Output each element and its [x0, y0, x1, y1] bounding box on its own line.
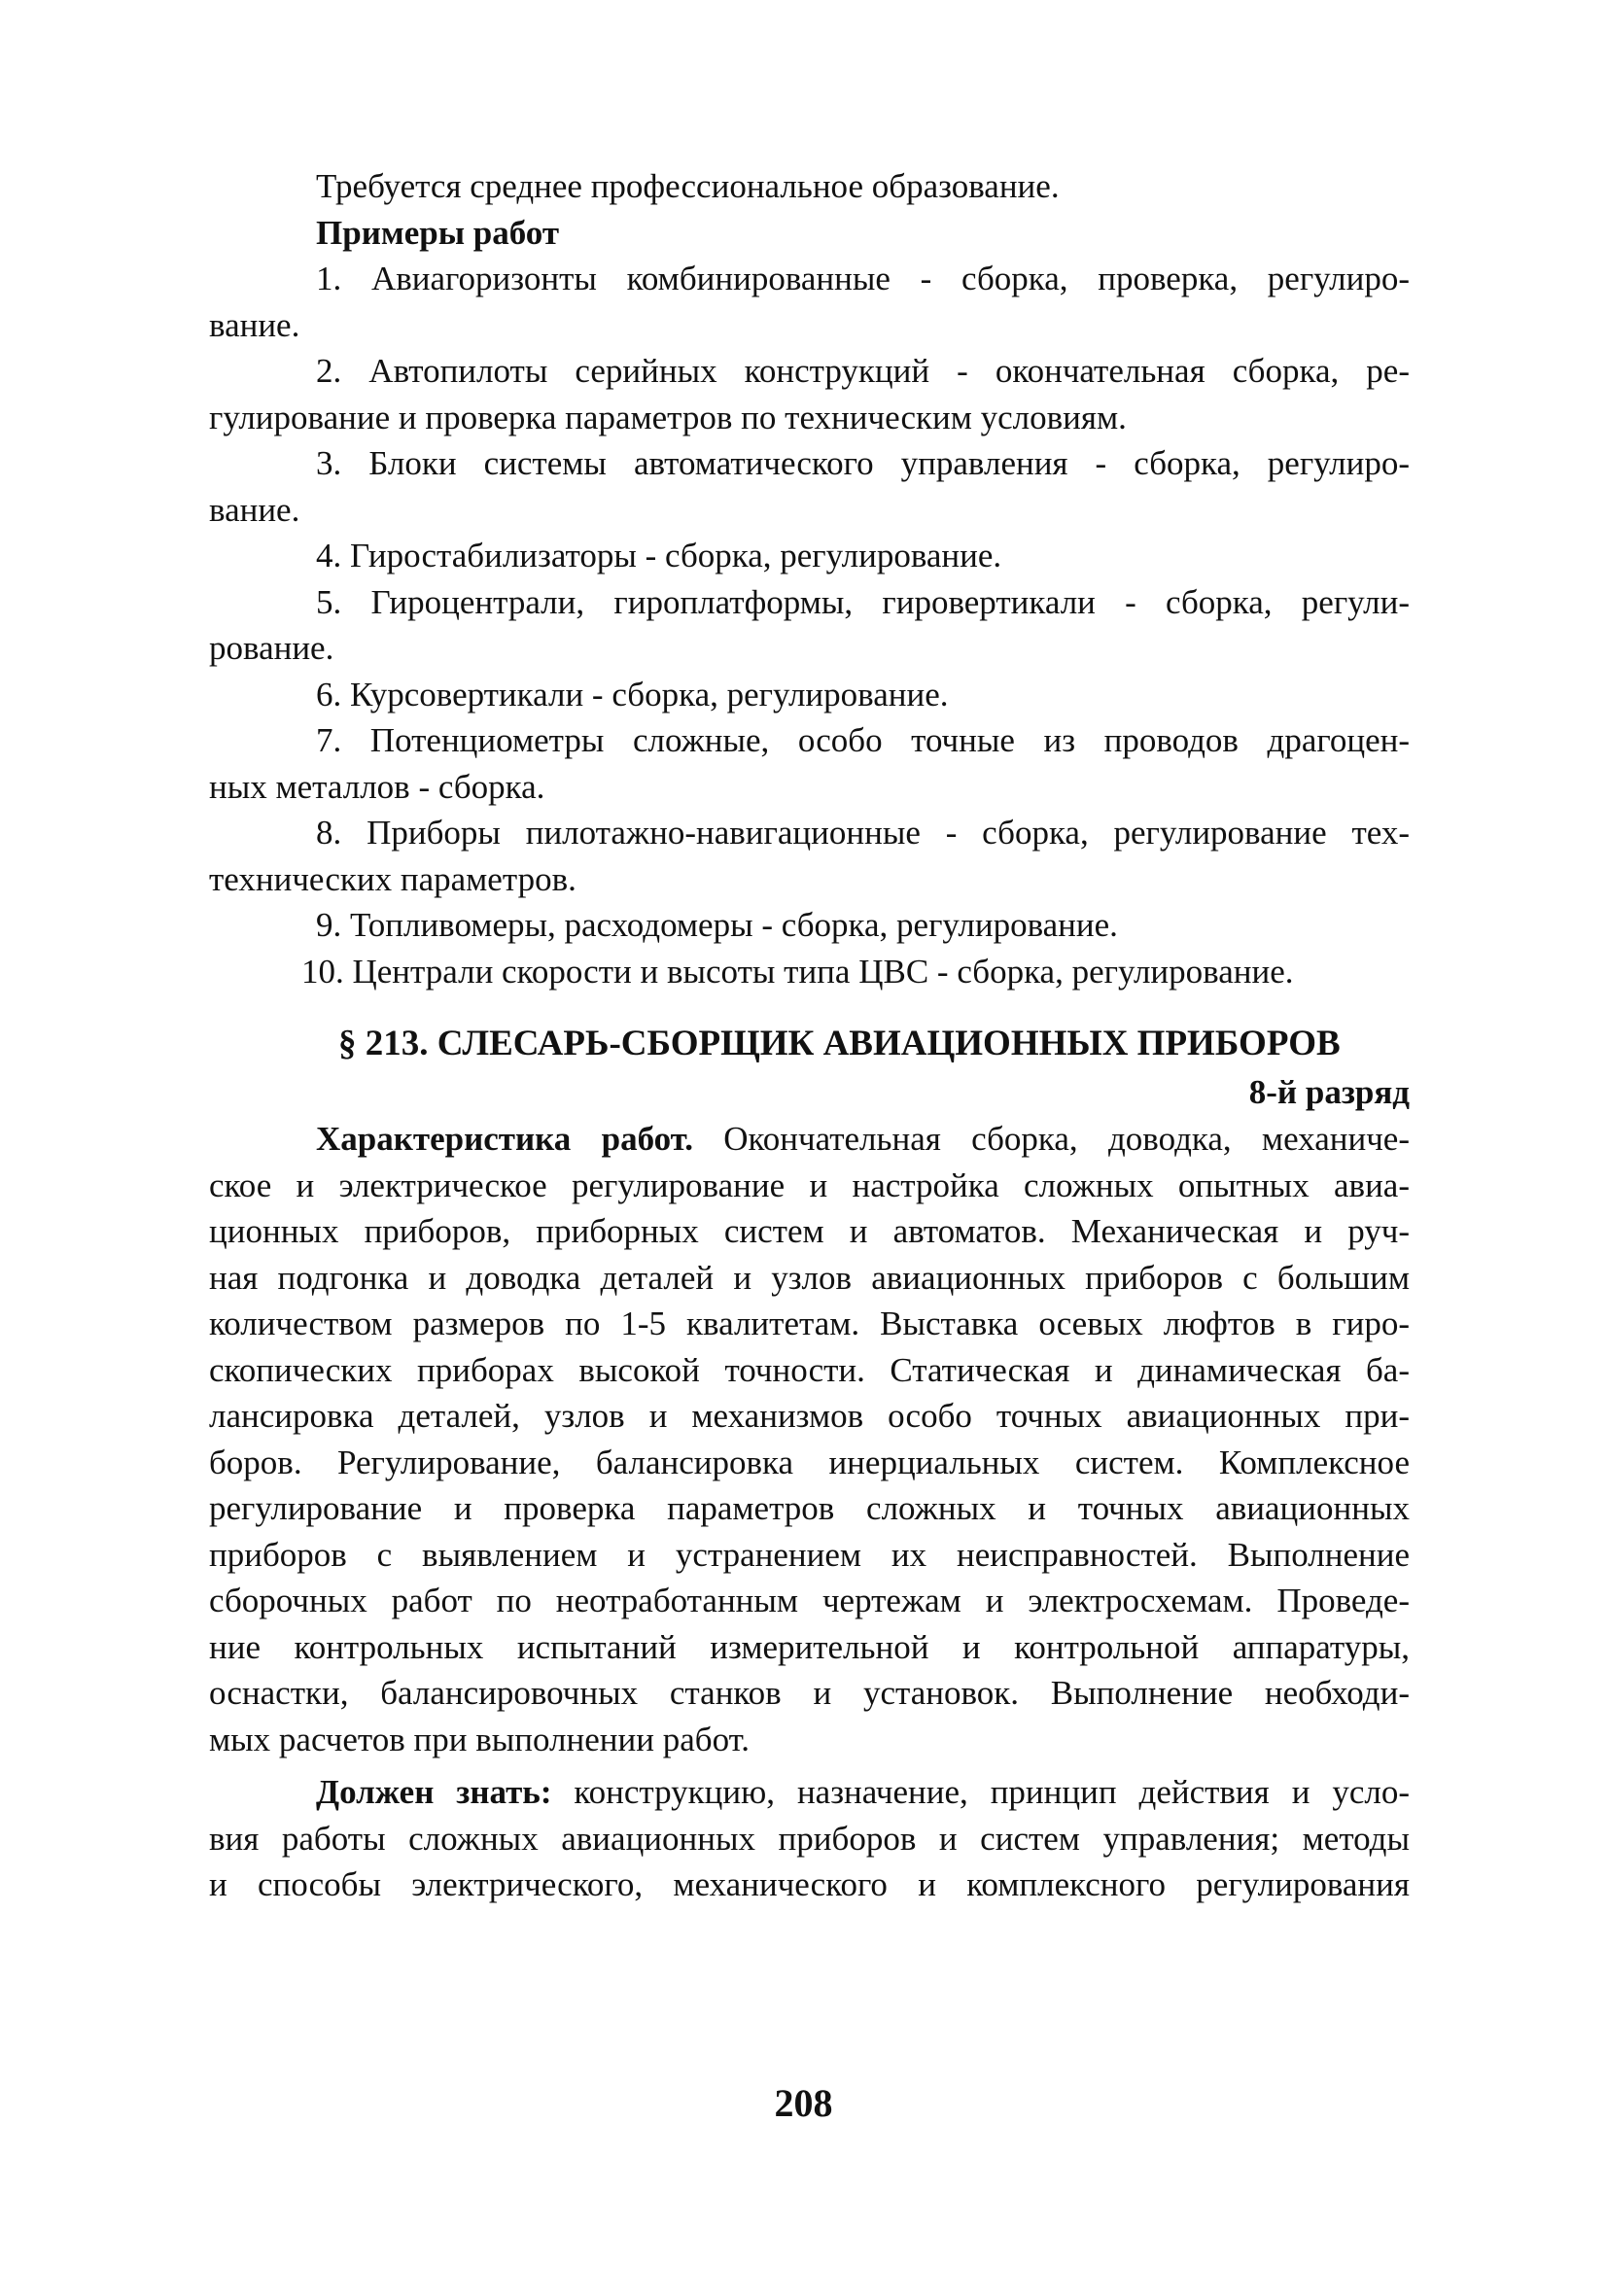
example-item — [209, 717, 1410, 810]
characteristics-label: Характеристика работ. — [316, 1120, 693, 1158]
section-title: § 213. СЛЕСАРЬ-СБОРЩИК АВИАЦИОННЫХ ПРИБОРОВ — [338, 1024, 1341, 1063]
example-line: вание. — [209, 305, 300, 344]
example-line: 7. Потенциометры сложные, особо точные из проводов драгоцен- — [316, 721, 1410, 759]
paragraph-line: мых расчетов при выполнении работ. — [209, 1720, 751, 1758]
example-item — [209, 949, 1410, 995]
example-line: 9. Топливомеры, расходомеры - сборка, регулирование. — [316, 906, 1118, 944]
example-line: 8. Приборы пилотажно-навигационные - сборка, регулирование тех- — [316, 814, 1410, 852]
example-line: 1. Авиагоризонты комбинированные - сборка, проверка, регулиро- — [316, 260, 1410, 297]
knowledge-paragraph — [209, 1769, 1410, 1908]
paragraph-line: ционных приборов, приборных систем и автоматов. Механическая и руч- — [209, 1212, 1410, 1250]
example-line: 3. Блоки системы автоматического управления - сборка, регулиро- — [316, 444, 1410, 482]
examples-heading: Примеры работ — [316, 213, 560, 252]
paragraph-line: сборочных работ по неотработанным чертежам и электросхемам. Проведе- — [209, 1582, 1410, 1619]
example-item — [209, 348, 1410, 440]
example-line: технических параметров. — [209, 859, 576, 898]
example-line: гулирование и проверка параметров по техническим условиям. — [209, 398, 1127, 436]
paragraph-line: оснастки, балансировочных станков и установок. Выполнение необходи- — [209, 1674, 1410, 1712]
paragraph-line — [209, 1116, 1410, 1163]
example-line: 6. Курсовертикали - сборка, регулирование. — [316, 675, 949, 713]
example-line: 10. Централи скорости и высоты типа ЦВС - сборка, регулирование. — [301, 952, 1294, 991]
paragraph-line: и способы электрического, механического и комплексного регулирования — [209, 1865, 1410, 1903]
examples-list — [209, 256, 1410, 994]
knowledge-label: Должен знать: — [316, 1773, 552, 1811]
example-item — [209, 902, 1410, 949]
characteristics-paragraph — [209, 1116, 1410, 1762]
example-item — [209, 440, 1410, 533]
paragraph-line: ское и электрическое регулирование и настройка сложных опытных авиа- — [209, 1165, 1410, 1204]
paragraph-line: регулирование и проверка параметров сложных и точных авиационных — [209, 1489, 1410, 1527]
paragraph-line: вия работы сложных авиационных приборов и систем управления; методы — [209, 1819, 1410, 1858]
paragraph-line: ная подгонка и доводка деталей и узлов авиационных приборов с большим — [209, 1258, 1410, 1297]
paragraph-line: лансировка деталей, узлов и механизмов особо точных авиационных при- — [209, 1397, 1410, 1435]
paragraph-line: количеством размеров по 1-5 квалитетам. Выставка осевых люфтов в гиро- — [209, 1305, 1410, 1342]
example-line: 4. Гиростабилизаторы - сборка, регулирование. — [316, 537, 1002, 574]
paragraph-line: скопических приборах высокой точности. Статическая и динамическая ба- — [209, 1350, 1410, 1389]
example-item — [209, 256, 1410, 348]
page-body — [209, 163, 1410, 1908]
example-line: 5. Гироцентрали, гироплатформы, гировертикали - сборка, регули- — [316, 582, 1410, 621]
example-line: 2. Автопилоты серийных конструкций - окончательная сборка, ре- — [316, 352, 1410, 390]
example-item — [209, 672, 1410, 718]
grade-label: 8-й разряд — [1248, 1073, 1410, 1111]
paragraph-text: Окончательная сборка, доводка, механиче- — [692, 1120, 1410, 1158]
example-line: вание. — [209, 490, 300, 529]
paragraph-text: конструкцию, назначение, принцип действия и усло- — [551, 1773, 1410, 1811]
example-line: ных металлов - сборка. — [209, 767, 545, 806]
paragraph-line — [209, 1769, 1410, 1816]
example-item — [209, 810, 1410, 902]
page-number: 208 — [774, 2081, 833, 2125]
education-requirement: Требуется среднее профессиональное образование. — [316, 167, 1060, 205]
paragraph-line: приборов с выявлением и устранением их неисправностей. Выполнение — [209, 1535, 1410, 1574]
paragraph-line: боров. Регулирование, балансировка инерциальных систем. Комплексное — [209, 1443, 1410, 1481]
example-item — [209, 579, 1410, 672]
example-line: рование. — [209, 629, 334, 667]
example-item — [209, 533, 1410, 579]
paragraph-line: ние контрольных испытаний измерительной и контрольной аппаратуры, — [209, 1627, 1410, 1666]
